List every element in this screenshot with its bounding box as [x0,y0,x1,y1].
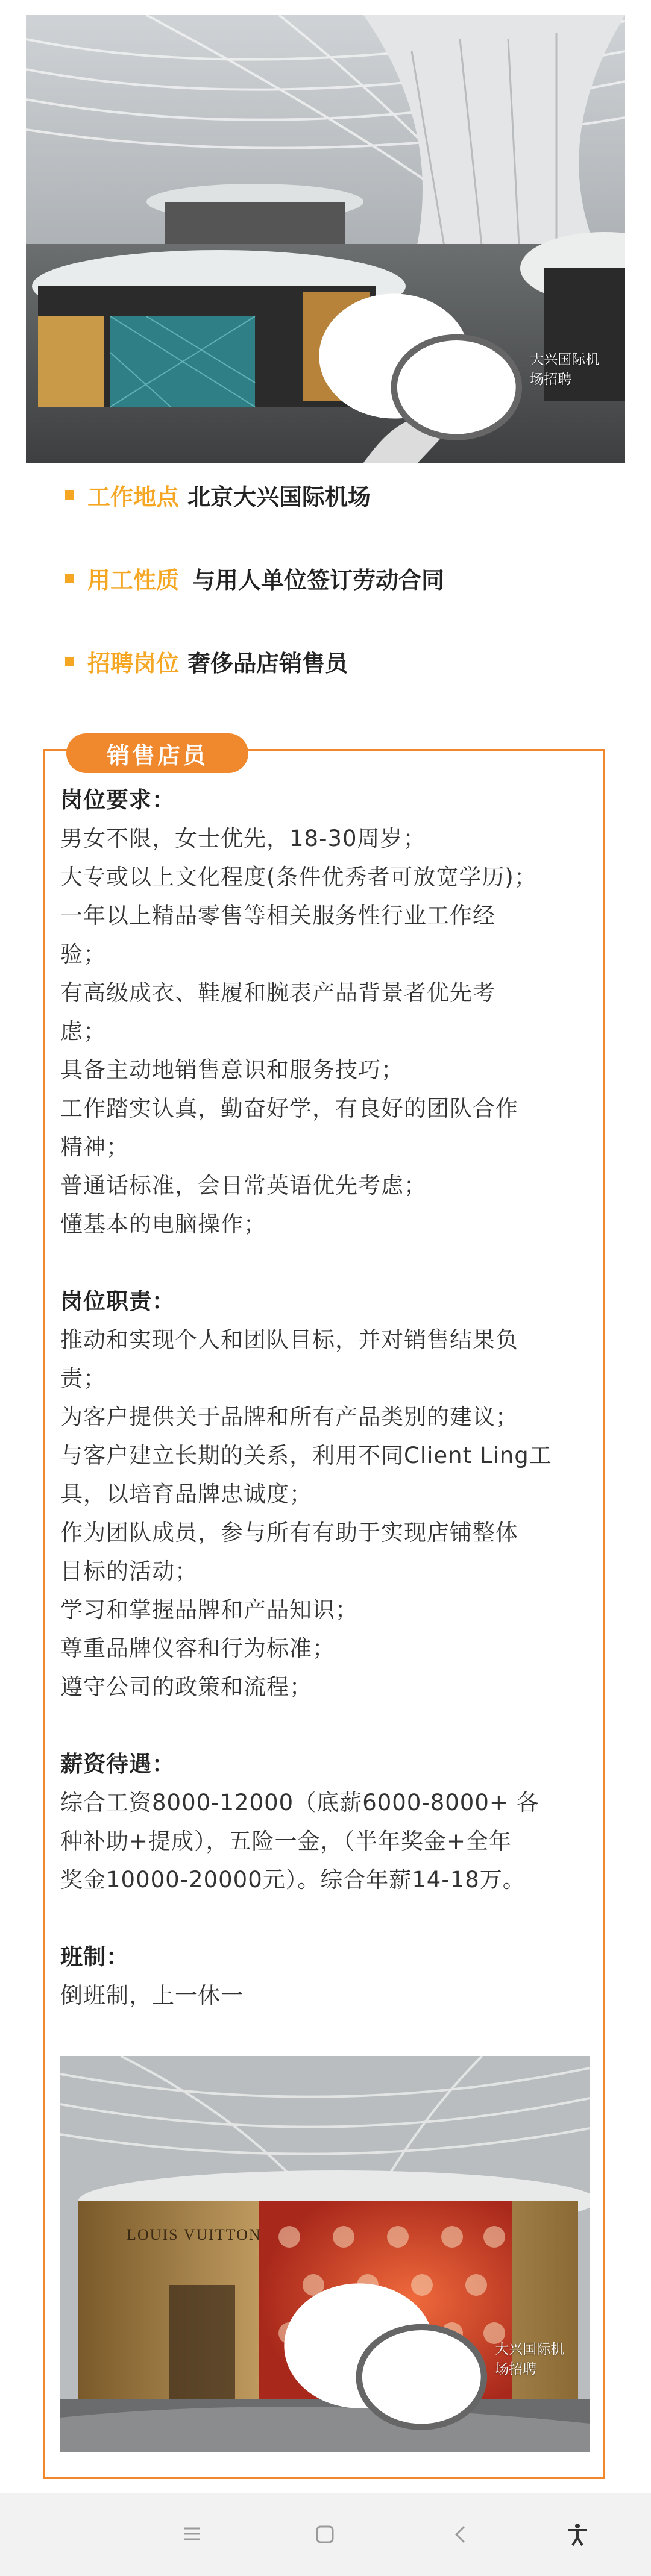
requirements-line: 男女不限，女士优先，18-30周岁； [60,826,426,851]
top-photo [26,15,625,463]
duties-line: 为客户提供关于品牌和所有产品类别的建议； [60,1404,518,1430]
requirements-line: 大专或以上文化程度(条件优秀者可放宽学历)； [60,864,537,890]
shift-line: 倒班制，上一休一 [60,1982,244,2008]
wechat-icon [278,2277,490,2439]
salary-line: 奖金10000-20000元）。综合年薪14-18万。 [60,1867,526,1893]
bullet-icon [65,490,74,500]
duties-line: 尊重品牌仪容和行为标准； [60,1635,335,1661]
accessibility-icon[interactable] [565,2522,590,2546]
system-navbar [0,2493,651,2576]
home-icon[interactable] [315,2525,335,2544]
requirements-line: 具备主动地销售意识和服务技巧； [60,1057,404,1083]
duties-line: 遵守公司的政策和流程； [60,1674,312,1700]
duties-line: 具，以培育品牌忠诚度； [60,1481,312,1507]
bullet-icon [65,657,74,666]
info-label: 招聘岗位 [87,650,180,677]
back-icon[interactable] [453,2525,468,2544]
salary-line: 综合工资8000-12000（底薪6000-8000+ 各 [60,1790,539,1816]
requirements-line: 虑； [60,1018,106,1044]
info-label: 工作地点 [87,484,180,510]
card-body [60,781,591,2015]
duties-line: 作为团队成员，参与所有有助于实现店铺整体 [60,1520,518,1546]
duties-line: 目标的活动； [60,1558,198,1584]
info-value: 北京大兴国际机场 [187,484,371,510]
photo-watermark: 大兴国际机场招聘 [278,2277,574,2439]
brand-sign: LOUIS VUITTON [127,2226,262,2243]
requirements-line: 精神； [60,1134,129,1160]
requirements-line: 验； [60,941,106,967]
info-row-location [65,478,371,512]
duties-line: 学习和掌握品牌和产品知识； [60,1597,358,1623]
requirements-title: 岗位要求： [60,787,175,813]
duties-line: 与客户建立长期的关系，利用不同Client Ling工 [60,1443,552,1468]
wechat-icon [313,287,525,450]
salary-title: 薪资待遇： [60,1751,175,1777]
requirements-line: 一年以上精品零售等相关服务性行业工作经 [60,903,495,929]
bullet-icon [65,574,74,583]
store-photo [60,2056,590,2452]
requirements-line: 工作踏实认真，勤奋好学，有良好的团队合作 [60,1095,518,1121]
info-value: 与用人单位签订劳动合同 [192,567,445,594]
requirements-line: 有高级成衣、鞋履和腕表产品背景者优先考 [60,980,495,1006]
menu-icon[interactable] [183,2525,201,2543]
card-tab: 销售店员 [66,733,248,773]
shift-title: 班制： [60,1944,129,1970]
salary-line: 种补助+提成），五险一金，（半年奖金+全年 [60,1828,512,1854]
requirements-line: 懂基本的电脑操作； [60,1211,266,1237]
photo-watermark: 大兴国际机场招聘 [313,287,609,450]
duties-line: 推动和实现个人和团队目标，并对销售结果负 [60,1327,518,1353]
duties-line: 责； [60,1365,106,1391]
requirements-line: 普通话标准，会日常英语优先考虑； [60,1173,427,1199]
info-row-position [65,645,348,678]
info-value: 奢侈品店销售员 [187,650,348,677]
duties-title: 岗位职责： [60,1288,175,1314]
info-row-employment [65,562,444,595]
info-label: 用工性质 [87,567,180,594]
